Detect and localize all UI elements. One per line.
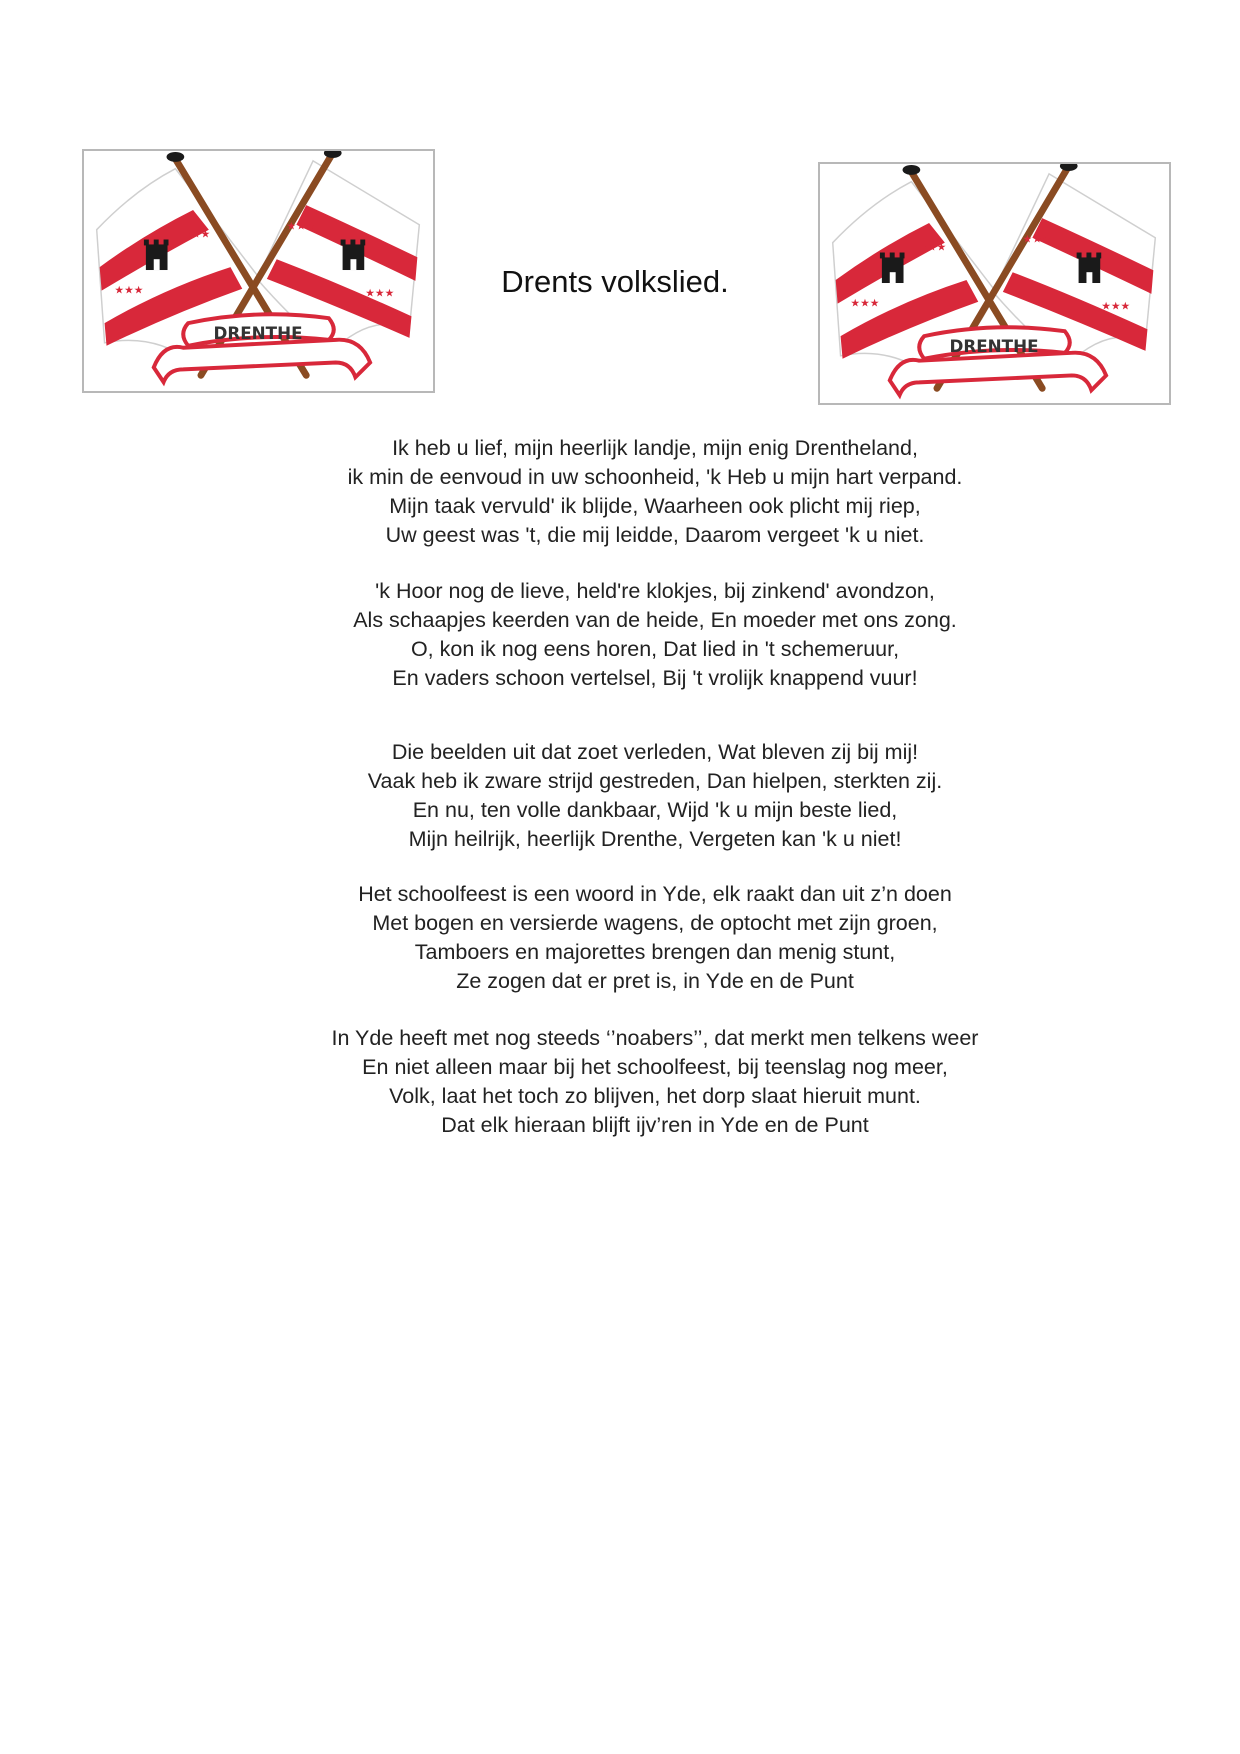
verse-line: Met bogen en versierde wagens, de optocht met zijn groen,	[372, 911, 938, 935]
verse-line: Ze zogen dat er pret is, in Yde en de Punt	[456, 969, 854, 993]
verse-line: Het schoolfeest is een woord in Yde, elk raakt dan uit z’n doen	[358, 882, 952, 906]
verse-line: Mijn heilrijk, heerlijk Drenthe, Vergeten kan 'k u niet!	[408, 827, 902, 851]
crossed-flags-icon	[84, 151, 433, 391]
flag-banner-text: DRENTHE	[213, 322, 303, 343]
stanza-3	[250, 738, 1060, 854]
verse-line: O, kon ik nog eens horen, Dat lied in 't schemeruur,	[410, 637, 900, 661]
verse-line: En vaders schoon vertelsel, Bij 't vrolijk knappend vuur!	[392, 666, 918, 690]
crossed-flags-icon	[820, 164, 1169, 403]
svg-text:★★★: ★★★	[1101, 299, 1131, 313]
svg-text:★★★: ★★★	[114, 283, 144, 297]
verse-line: En nu, ten volle dankbaar, Wijd 'k u mijn beste lied,	[412, 798, 898, 822]
verse-line: Vaak heb ik zware strijd gestreden, Dan hielpen, sterkten zij.	[367, 769, 943, 793]
verse-line: ik min de eenvoud in uw schoonheid, 'k Heb u mijn hart verpand.	[347, 465, 963, 489]
svg-text:★★★: ★★★	[365, 286, 395, 300]
verse-line: Die beelden uit dat zoet verleden, Wat bleven zij bij mij!	[391, 740, 919, 764]
verse-line: 'k Hoor nog de lieve, held're klokjes, bij zinkend' avondzon,	[375, 579, 935, 603]
svg-text:★★★: ★★★	[181, 227, 211, 241]
verse-line: Als schaapjes keerden van de heide, En moeder met ons zong.	[353, 608, 957, 632]
verse-line: Volk, laat het toch zo blijven, het dorp slaat hieruit munt.	[389, 1084, 921, 1108]
svg-text:★★★: ★★★	[917, 240, 947, 254]
verse-line: Ik heb u lief, mijn heerlijk landje, mijn enig Drentheland,	[392, 436, 918, 460]
verse-line: En niet alleen maar bij het schoolfeest, bij teenslag nog meer,	[362, 1055, 948, 1079]
verse-line: Dat elk hieraan blijft ijv’ren in Yde en de Punt	[441, 1113, 869, 1137]
svg-text:★★★: ★★★	[850, 296, 880, 310]
flag-banner-text: DRENTHE	[949, 335, 1039, 356]
verse-line: Tamboers en majorettes brengen dan menig stunt,	[414, 940, 896, 964]
stanza-5	[250, 1024, 1060, 1140]
svg-text:★★★: ★★★	[286, 219, 316, 233]
stanza-1	[250, 434, 1060, 550]
stanza-2	[250, 577, 1060, 693]
drenthe-flags-image-right	[818, 162, 1171, 405]
verse-line: Mijn taak vervuld' ik blijde, Waarheen ook plicht mij riep,	[389, 494, 921, 518]
svg-text:★★★: ★★★	[1022, 232, 1052, 246]
verse-line: In Yde heeft met nog steeds ‘’noabers’’, dat merkt men telkens weer	[331, 1026, 979, 1050]
page-title: Drents volkslied.	[501, 264, 729, 299]
verse-line: Uw geest was 't, die mij leidde, Daarom vergeet 'k u niet.	[385, 523, 925, 547]
stanza-4	[250, 880, 1060, 996]
drenthe-flags-image-left	[82, 149, 435, 393]
